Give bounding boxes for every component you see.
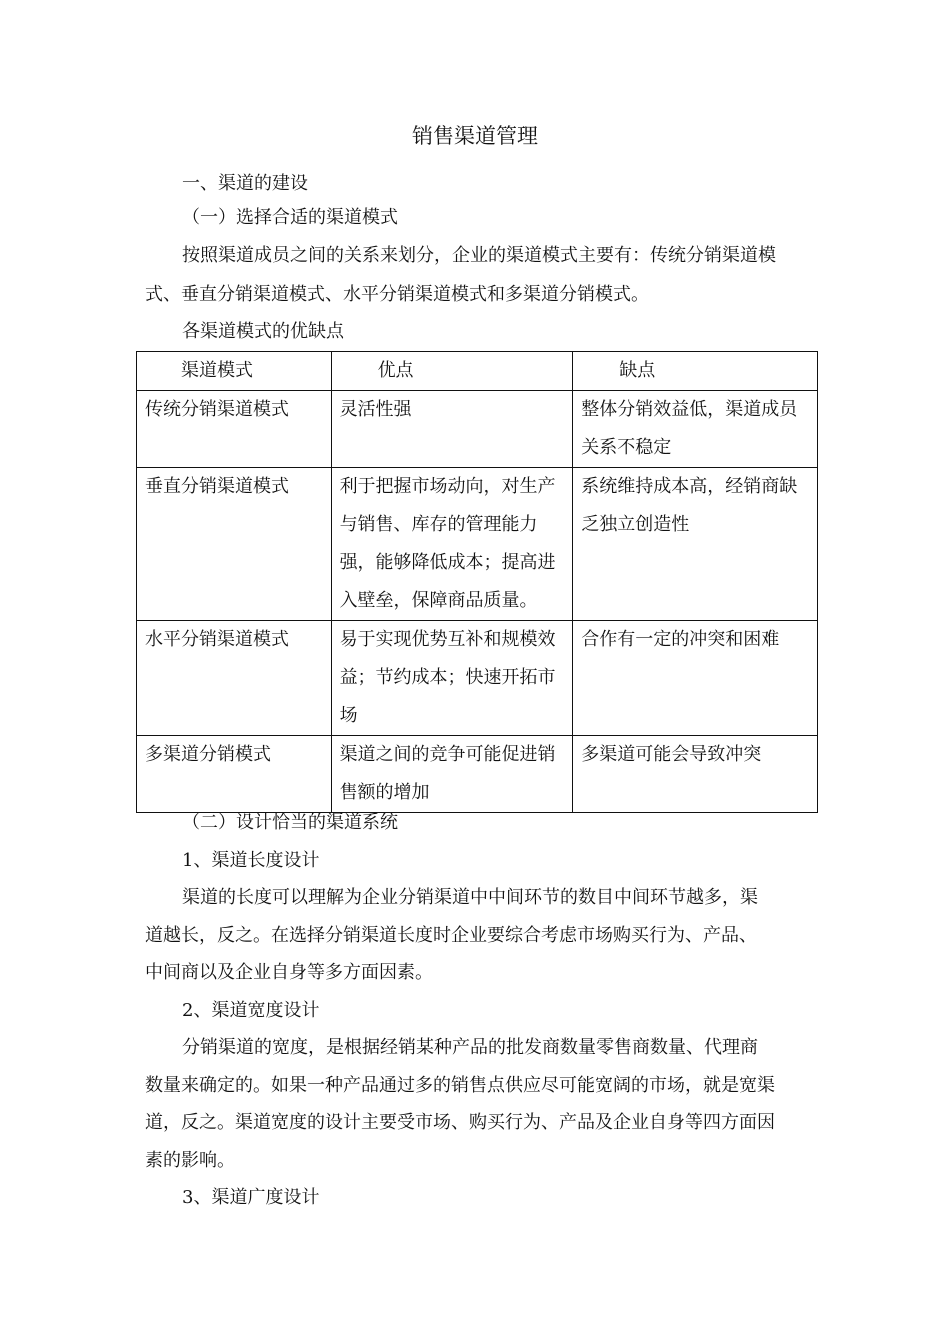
table-row bbox=[137, 736, 818, 813]
cons-cell: 整体分销效益低，渠道成员关系不稳定 bbox=[573, 391, 818, 468]
mode-cell: 多渠道分销模式 bbox=[137, 736, 332, 813]
cons-cell: 合作有一定的冲突和困难 bbox=[573, 621, 818, 736]
pros-cell: 渠道之间的竞争可能促进销售额的增加 bbox=[331, 736, 573, 813]
item-heading: 1、渠道长度设计 bbox=[182, 850, 320, 871]
pros-cell: 灵活性强 bbox=[331, 391, 573, 468]
paragraph-line: 式、垂直分销渠道模式、水平分销渠道模式和多渠道分销模式。 bbox=[145, 284, 649, 305]
page-title: 销售渠道管理 bbox=[412, 124, 538, 148]
channel-modes-table bbox=[136, 351, 818, 813]
paragraph-line: 渠道的长度可以理解为企业分销渠道中中间环节的数目中间环节越多，渠 bbox=[182, 887, 758, 908]
header-cell: 缺点 bbox=[573, 352, 818, 391]
paragraph-line: 按照渠道成员之间的关系来划分，企业的渠道模式主要有：传统分销渠道模 bbox=[182, 245, 776, 266]
table-caption: 各渠道模式的优缺点 bbox=[182, 321, 344, 342]
item-heading: 2、渠道宽度设计 bbox=[182, 1000, 320, 1021]
pros-cell: 利于把握市场动向，对生产与销售、库存的管理能力强，能够降低成本；提高进入壁垒，保障商品质量。 bbox=[331, 468, 573, 621]
paragraph-line: 中间商以及企业自身等多方面因素。 bbox=[145, 962, 433, 983]
item-heading: 3、渠道广度设计 bbox=[182, 1187, 320, 1208]
paragraph-line: 素的影响。 bbox=[145, 1150, 235, 1171]
cons-cell: 多渠道可能会导致冲突 bbox=[573, 736, 818, 813]
table-row bbox=[137, 468, 818, 621]
table-header-row bbox=[137, 352, 818, 391]
header-cell: 优点 bbox=[331, 352, 573, 391]
table-row bbox=[137, 621, 818, 736]
cons-cell: 系统维持成本高，经销商缺乏独立创造性 bbox=[573, 468, 818, 621]
table-row bbox=[137, 391, 818, 468]
paragraph-line: 道，反之。渠道宽度的设计主要受市场、购买行为、产品及企业自身等四方面因 bbox=[145, 1112, 775, 1133]
section-heading: 一、渠道的建设 bbox=[182, 173, 308, 194]
pros-cell: 易于实现优势互补和规模效益；节约成本；快速开拓市场 bbox=[331, 621, 573, 736]
paragraph-line: 道越长，反之。在选择分销渠道长度时企业要综合考虑市场购买行为、产品、 bbox=[145, 925, 757, 946]
header-cell: 渠道模式 bbox=[137, 352, 332, 391]
paragraph-line: 数量来确定的。如果一种产品通过多的销售点供应尽可能宽阔的市场，就是宽渠 bbox=[145, 1075, 775, 1096]
subsection-heading: （一）选择合适的渠道模式 bbox=[182, 207, 398, 228]
mode-cell: 传统分销渠道模式 bbox=[137, 391, 332, 468]
paragraph-line: 分销渠道的宽度，是根据经销某种产品的批发商数量零售商数量、代理商 bbox=[182, 1037, 758, 1058]
mode-cell: 垂直分销渠道模式 bbox=[137, 468, 332, 621]
subsection-heading: （二）设计恰当的渠道系统 bbox=[182, 812, 398, 833]
mode-cell: 水平分销渠道模式 bbox=[137, 621, 332, 736]
